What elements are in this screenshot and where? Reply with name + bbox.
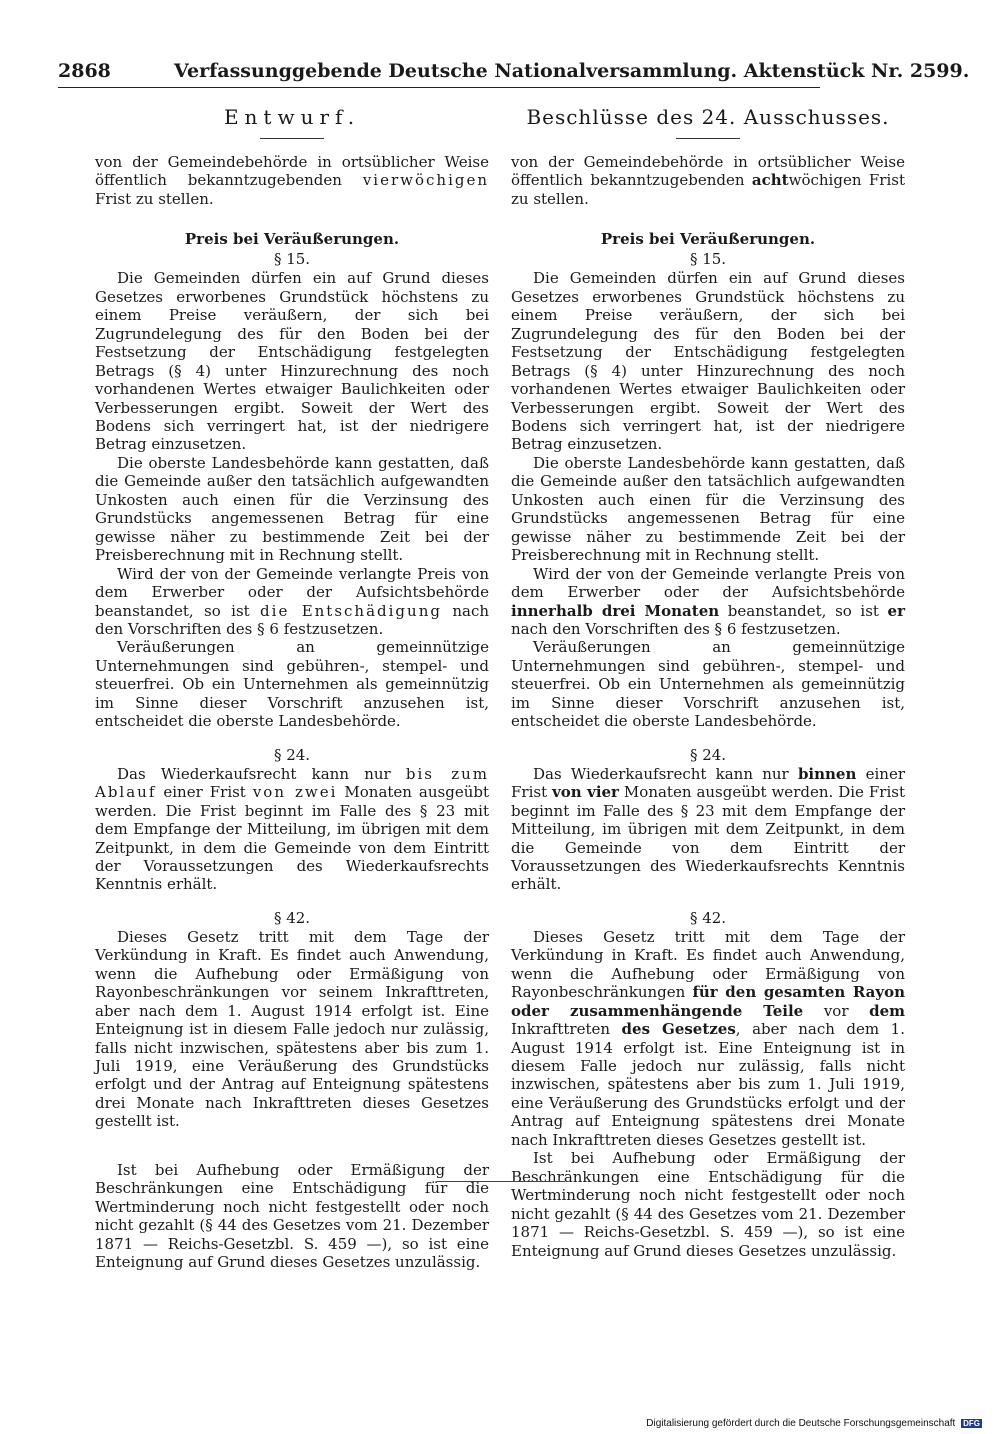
left-s15-paragraph: Die oberste Landesbehörde kann gestatten, daß die Gemeinde außer den tatsächlich aufgewandten Unkosten auch einen für die Verzinsung des Grundstücks angemessenen Betrag für eine gewisse näher zu bestimmende Zeit bei der Preisberechnung mit in Rechnung stellt. <box>95 453 489 565</box>
left-s24-paragraph: Das Wiederkaufsrecht kann nur bis zum Ablauf einer Frist von zwei Monaten ausgeübt werden. Die Frist beginnt im Falle des § 23 mit dem Empfange der Mitteilung, im übrigen mit dem Zeitpunkt, in dem die Gemeinde von dem Eintritt der Voraussetzungen des Wiederkaufsrechts Kenntnis erhält. <box>95 764 489 894</box>
left-s15-paragraph: Die Gemeinden dürfen ein auf Grund dieses Gesetzes erworbenes Grundstück höchstens zu einem Preise veräußern, der sich bei Zugrundelegung des für den Boden bei der Festsetzung der Entschädigung festgelegten Betrags (§ 4) unter Hinzurechnung des noch vorhandenen Wertes etwaiger Baulichkeiten oder Verbesserungen ergibt. Soweit der Wert des Bodens sich verringert hat, ist der niedrigere Betrag einzusetzen. <box>95 269 489 454</box>
left-s15-paragraph: Wird der von der Gemeinde verlangte Preis von dem Erwerber oder der Aufsichtsbehörde beanstandet, so ist die Entschädigung nach den Vorschriften des § 6 festzusetzen. <box>95 564 490 638</box>
right-s15-paragraph: Veräußerungen an gemeinnützige Unternehmungen sind gebühren-, stempel- und steuerfrei. Ob ein Unternehmen als gemeinnützig im Sinne dieser Vorschrift anzusehen ist, entscheidet die oberste Landesbehörde. <box>511 638 905 731</box>
right-s24-paragraph: Das Wiederkaufsrecht kann nur binnen einer Frist von vier Monaten ausgeübt werden. Die Frist beginnt im Falle des § 23 mit dem Empfange der Mitteilung, im übrigen mit dem Zeitpunkt, in dem die Gemeinde von dem Eintritt der Voraussetzungen des Wiederkaufsrechts Kenntnis erhält. <box>511 764 905 894</box>
left-intro-text: von der Gemeindebehörde in ortsüblicher Weise öffentlich bekanntzugebenden vierwöchigen Frist zu stellen. <box>95 153 489 208</box>
right-title-rule <box>676 138 740 139</box>
left-s42-number: § 42. <box>273 908 311 927</box>
right-intro-text: von der Gemeindebehörde in ortsüblicher Weise öffentlich bekanntzugebenden achtwöchigen Frist zu stellen. <box>511 153 905 208</box>
right-heading-price: Preis bei Veräußerungen. <box>600 230 816 249</box>
digitization-credit <box>646 1418 982 1429</box>
left-s15-paragraph: Veräußerungen an gemeinnützige Unternehmungen sind gebühren-, stempel- und steuerfrei. Ob ein Unternehmen als gemeinnützig im Sinne dieser Vorschrift anzusehen ist, entscheidet die oberste Landesbehörde. <box>95 638 489 731</box>
right-s15-number: § 15. <box>689 250 727 269</box>
running-title: Verfassunggebende Deutsche Nationalversammlung. Aktenstück Nr. 2599. <box>174 60 970 82</box>
credit-text: Digitalisierung gefördert durch die Deutsche Forschungsgemeinschaft <box>646 1418 956 1429</box>
header-rule <box>58 87 820 88</box>
end-rule <box>437 1181 565 1182</box>
right-s42-paragraph: Dieses Gesetz tritt mit dem Tage der Verkündung in Kraft. Es findet auch Anwendung, wenn die Aufhebung oder Ermäßigung von Rayonbeschränkungen für den gesamten Rayon oder zusammenhängende Teile vor dem Inkrafttreten des Gesetzes, aber nach dem 1. August 1914 erfolgt ist. Eine Enteignung ist in diesem Falle jedoch nur zulässig, falls nicht inzwischen, spätestens aber bis zum 1. Juli 1919, eine Veräußerung des Grundstücks erfolgt und der Antrag auf Enteignung spätestens drei Monate nach Inkrafttreten dieses Gesetzes gestellt ist. <box>511 927 906 1149</box>
left-heading-price: Preis bei Veräußerungen. <box>184 230 400 249</box>
left-s15-number: § 15. <box>273 250 311 269</box>
right-column-committee <box>511 102 905 1260</box>
right-s15-paragraph: Die oberste Landesbehörde kann gestatten, daß die Gemeinde außer den tatsächlich aufgewandten Unkosten auch einen für die Verzinsung des Grundstücks angemessenen Betrag für eine gewisse näher zu bestimmende Zeit bei der Preisberechnung mit in Rechnung stellt. <box>511 453 905 565</box>
page-header <box>58 60 970 86</box>
right-s15-paragraph: Die Gemeinden dürfen ein auf Grund dieses Gesetzes erworbenes Grundstück höchstens zu einem Preise veräußern, der sich bei Zugrundelegung des für den Boden bei der Festsetzung der Entschädigung festgelegten Betrags (§ 4) unter Hinzurechnung des noch vorhandenen Wertes etwaiger Baulichkeiten oder Verbesserungen ergibt. Soweit der Wert des Bodens sich verringert hat, ist der niedrigere Betrag einzusetzen. <box>511 269 905 454</box>
page-number: 2868 <box>58 60 111 82</box>
left-s24-number: § 24. <box>273 745 311 764</box>
left-s42-paragraph: Dieses Gesetz tritt mit dem Tage der Verkündung in Kraft. Es findet auch Anwendung, wenn die Aufhebung oder Ermäßigung von Rayonbeschränkungen vor seinem Inkrafttreten, aber nach dem 1. August 1914 erfolgt ist. Eine Enteignung ist in diesem Falle jedoch nur zulässig, falls nicht inzwischen, spätestens aber bis zum 1. Juli 1919, eine Veräußerung des Grundstücks erfolgt und der Antrag auf Enteignung spätestens drei Monate nach Inkrafttreten dieses Gesetzes gestellt ist. <box>95 927 489 1131</box>
right-s42-number: § 42. <box>689 908 727 927</box>
right-s24-number: § 24. <box>689 745 727 764</box>
left-title-rule <box>260 138 324 139</box>
left-s42-paragraph: Ist bei Aufhebung oder Ermäßigung der Beschränkungen eine Entschädigung für die Wertminderung noch nicht festgestellt oder noch nicht gezahlt (§ 44 des Gesetzes vom 21. Dezember 1871 — Reichs-Gesetzbl. S. 459 —), so ist eine Enteignung auf Grund dieses Gesetzes unzulässig. <box>95 1160 489 1272</box>
left-column-draft <box>95 102 489 1272</box>
right-s42-paragraph: Ist bei Aufhebung oder Ermäßigung der Beschränkungen eine Entschädigung für die Wertminderung noch nicht festgestellt oder noch nicht gezahlt (§ 44 des Gesetzes vom 21. Dezember 1871 — Reichs-Gesetzbl. S. 459 —), so ist eine Enteignung auf Grund dieses Gesetzes unzulässig. <box>511 1149 905 1260</box>
right-s15-paragraph: Wird der von der Gemeinde verlangte Preis von dem Erwerber oder der Aufsichtsbehörde innerhalb drei Monaten beanstandet, so ist er nach den Vorschriften des § 6 festzusetzen. <box>511 564 905 638</box>
right-column-title: Beschlüsse des 24. Ausschusses. <box>526 105 890 129</box>
dfg-logo: DFG <box>963 1419 980 1428</box>
left-column-title: Entwurf. <box>223 105 361 129</box>
